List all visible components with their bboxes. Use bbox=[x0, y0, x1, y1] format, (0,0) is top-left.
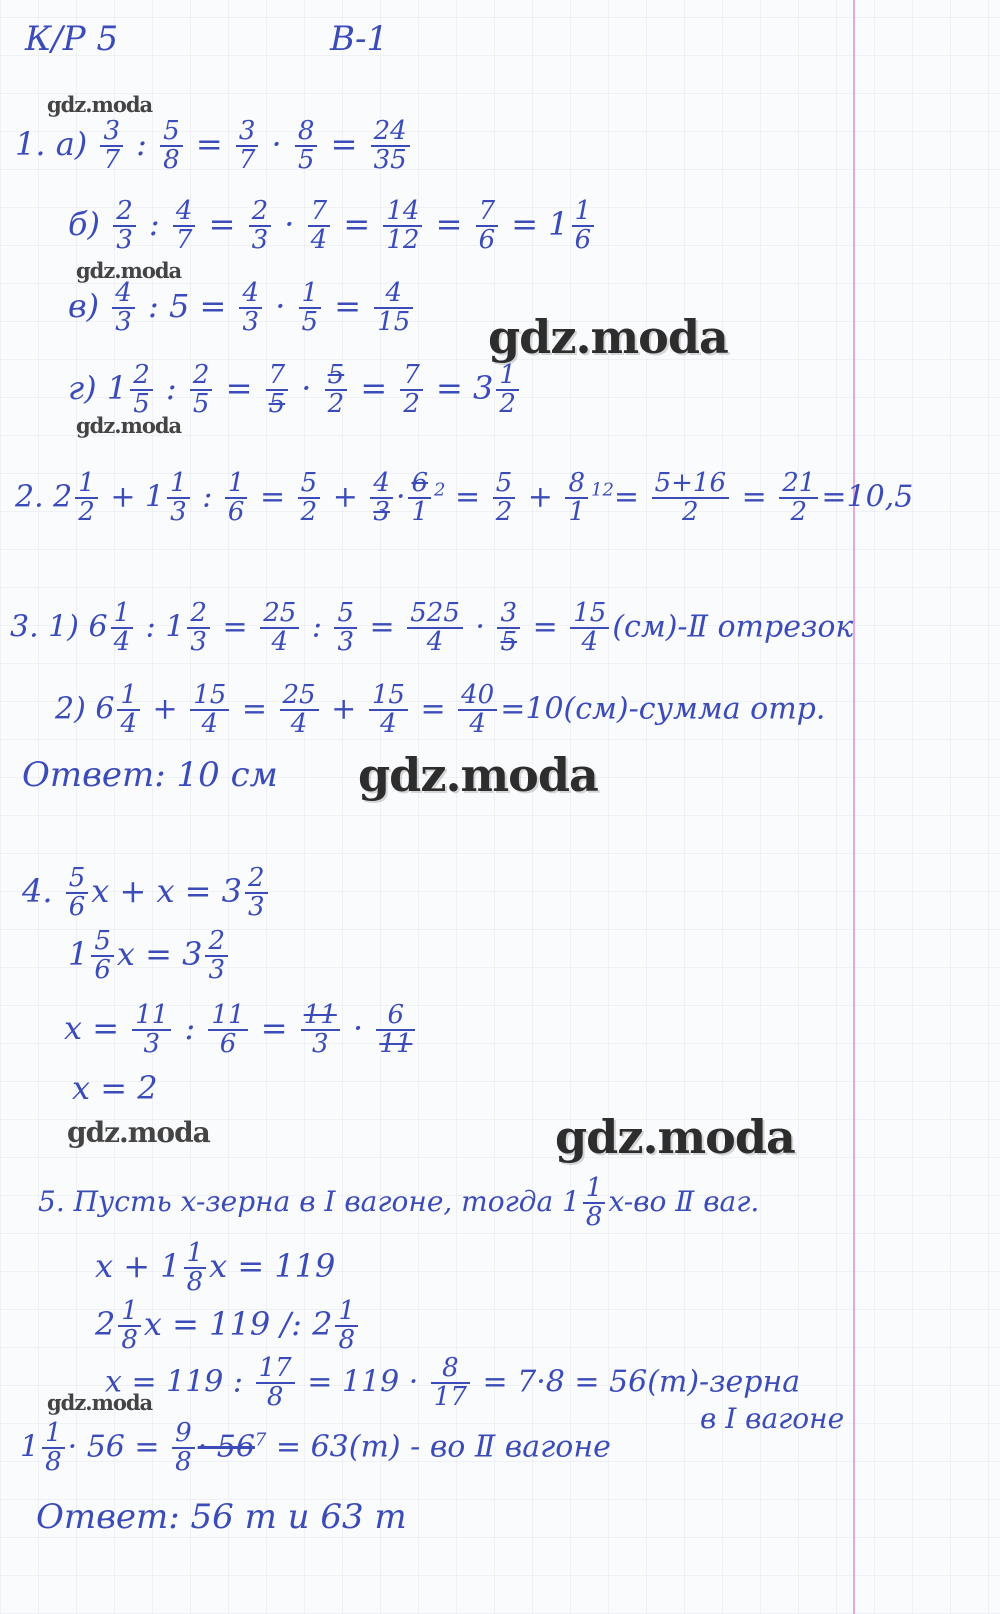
mixed-whole: 1 bbox=[68, 934, 89, 973]
mixed-whole: 3 bbox=[473, 368, 494, 407]
mixed-whole: 2 bbox=[53, 479, 73, 515]
fraction: $\frac{11}{3}$ bbox=[301, 1002, 340, 1059]
task5-line5 bbox=[20, 1420, 611, 1477]
mixed-whole: 6 bbox=[95, 691, 115, 727]
fraction: $\frac{7}{6}$ bbox=[476, 198, 499, 255]
mixed-whole: 1 bbox=[165, 609, 185, 645]
fraction: $\frac{1}{4}$ bbox=[117, 682, 140, 739]
fraction: $\frac{7}{5}$ bbox=[266, 362, 289, 419]
fraction: $\frac{9}{8}$ bbox=[172, 1420, 195, 1477]
fraction: $\frac{1}{6}$ bbox=[572, 198, 595, 255]
fraction: $\frac{5}{2}$ bbox=[493, 470, 516, 527]
mixed-whole: 6 bbox=[88, 609, 108, 645]
task5-l2a: x + 1 bbox=[95, 1246, 181, 1285]
task4-line4: x = 2 bbox=[72, 1069, 158, 1107]
superscript: 12 bbox=[591, 479, 614, 501]
fraction: $\frac{2}{3}$ bbox=[187, 600, 210, 657]
task5-line1b: x-во Ⅱ ваг. bbox=[608, 1184, 760, 1218]
task5-l4c: = 7·8 = 56(т)-зерна bbox=[482, 1364, 801, 1400]
task1-b-label: б) bbox=[68, 204, 101, 243]
task4-line3: x = $\frac{11}{3}$ : $\frac{11}{6}$ = $\frac{11}{3}$ · $\frac{6}{11}$ bbox=[64, 1002, 418, 1059]
fraction: $\frac{11}{3}$ bbox=[132, 1002, 171, 1059]
fraction: $\frac{6}{1}$ bbox=[408, 470, 431, 527]
task5-l4a: x = 119 : bbox=[105, 1364, 244, 1400]
fraction: $\frac{24}{35}$ bbox=[371, 118, 410, 175]
task4-l1b: x + x = 3 bbox=[91, 871, 243, 910]
task5-l3a: 2 bbox=[95, 1304, 116, 1343]
fraction: $\frac{2}{3}$ bbox=[205, 928, 228, 985]
task1-a-label: 1. а) bbox=[15, 124, 88, 163]
fraction: $\frac{4}{7}$ bbox=[173, 198, 196, 255]
fraction: $\frac{2}{3}$ bbox=[245, 865, 268, 922]
fraction: $\frac{2}{5}$ bbox=[190, 362, 213, 419]
fraction: $\frac{5}{2}$ bbox=[298, 470, 321, 527]
watermark: gdz.moda bbox=[47, 1390, 153, 1415]
task2-result: =10,5 bbox=[821, 479, 914, 515]
watermark: gdz.moda bbox=[555, 1110, 795, 1164]
task4-l3a: x = bbox=[64, 1008, 120, 1047]
fraction: $\frac{40}{4}$ bbox=[458, 682, 497, 739]
task5-l2b: x = 119 bbox=[209, 1246, 336, 1285]
fraction: $\frac{7}{2}$ bbox=[400, 362, 423, 419]
task5-line1 bbox=[38, 1175, 759, 1232]
task3-line2: 2) 6 $\frac{1}{4}$ + $\frac{15}{4}$ = $\frac{25}{4}$ + $\frac{15}{4}$ = $\frac{40}{4}$ =10(см)-сумма отр. bbox=[55, 680, 826, 740]
task1-g-line: г) 1 $\frac{2}{5}$ : $\frac{2}{5}$ = $\frac{7}{5}$ · $\frac{5}{2}$ = $\frac{7}{2}$ = 3 $\frac{1}{2}$ bbox=[68, 362, 522, 419]
task5-line2 bbox=[95, 1240, 335, 1297]
fraction: $\frac{21}{2}$ bbox=[779, 470, 818, 527]
fraction: $\frac{1}{4}$ bbox=[111, 600, 134, 657]
margin-line bbox=[853, 0, 855, 1614]
task4-label: 4. bbox=[22, 871, 53, 910]
task5-line4-continuation: в Ⅰ вагоне bbox=[700, 1402, 845, 1435]
mixed-whole: 1 bbox=[145, 479, 165, 515]
fraction: $\frac{11}{6}$ bbox=[208, 1002, 247, 1059]
header-left: К/Р 5 bbox=[25, 19, 119, 59]
fraction: $\frac{8}{1}$ bbox=[565, 470, 588, 527]
fraction: $\frac{1}{5}$ bbox=[299, 280, 322, 337]
task1-v-label: в) bbox=[68, 286, 100, 325]
fraction: $\frac{4}{3}$ bbox=[112, 280, 135, 337]
integer: 5 bbox=[168, 286, 190, 325]
fraction: $\frac{8}{5}$ bbox=[295, 118, 318, 175]
task3-label: 3. 1) bbox=[10, 609, 79, 645]
fraction: $\frac{17}{8}$ bbox=[256, 1355, 295, 1412]
task3-line1: 3. 1) 6 $\frac{1}{4}$ : 1 $\frac{2}{3}$ = $\frac{25}{4}$ : $\frac{5}{3}$ = $\frac{525}{4}$ · $\frac{3}{5}$ = $\frac{15}{4}$ (см)-Ⅱ отрезок bbox=[10, 598, 854, 658]
fraction: $\frac{1}{8}$ bbox=[42, 1420, 65, 1477]
task5-l3b: x = 119 /: 2 bbox=[143, 1304, 333, 1343]
fraction: $\frac{3}{7}$ bbox=[100, 118, 123, 175]
fraction: $\frac{8}{17}$ bbox=[431, 1355, 470, 1412]
fraction: $\frac{6}{11}$ bbox=[376, 1002, 415, 1059]
task5-answer: Ответ: 56 т и 63 т bbox=[36, 1497, 407, 1537]
fraction: $\frac{7}{4}$ bbox=[308, 198, 331, 255]
fraction: $\frac{1}{3}$ bbox=[167, 470, 190, 527]
fraction: $\frac{5}{2}$ bbox=[325, 362, 348, 419]
task3-tail2: =10(см)-сумма отр. bbox=[500, 691, 826, 727]
task4-l2b: x = 3 bbox=[116, 934, 203, 973]
fraction: $\frac{1}{8}$ bbox=[335, 1298, 358, 1355]
task3-tail1: (см)-Ⅱ отрезок bbox=[612, 609, 854, 645]
task4-line1 bbox=[22, 865, 271, 922]
fraction: $\frac{4}{3}$ bbox=[239, 280, 262, 337]
task2-label: 2. bbox=[15, 479, 44, 515]
fraction: $\frac{4}{15}$ bbox=[374, 280, 413, 337]
fraction: $\frac{15}{4}$ bbox=[570, 600, 609, 657]
fraction: $\frac{25}{4}$ bbox=[260, 600, 299, 657]
task5-l5c: · 56 bbox=[197, 1429, 255, 1465]
fraction: $\frac{14}{12}$ bbox=[383, 198, 422, 255]
mixed-whole: 1 bbox=[548, 204, 569, 243]
fraction: $\frac{3}{7}$ bbox=[236, 118, 259, 175]
fraction: $\frac{1}{8}$ bbox=[583, 1175, 606, 1232]
fraction: $\frac{5}{3}$ bbox=[334, 600, 357, 657]
fraction: $\frac{2}{3}$ bbox=[113, 198, 136, 255]
fraction: $\frac{1}{6}$ bbox=[225, 470, 248, 527]
fraction: $\frac{25}{4}$ bbox=[280, 682, 319, 739]
task5-l5d: = 63(т) - во Ⅱ вагоне bbox=[275, 1429, 611, 1465]
task5-l5b: · 56 = bbox=[67, 1429, 160, 1465]
fraction: $\frac{1}{2}$ bbox=[496, 362, 519, 419]
task1-v-line: в) $\frac{4}{3}$ : 5 = $\frac{4}{3}$ · $\frac{1}{5}$ = $\frac{4}{15}$ bbox=[68, 280, 416, 337]
task1-b-line: б) $\frac{2}{3}$ : $\frac{4}{7}$ = $\frac{2}{3}$ · $\frac{7}{4}$ = $\frac{14}{12}$ = $\frac{7}{6}$ = 1 $\frac{1}{6}$ bbox=[68, 198, 597, 255]
task5-l4b: = 119 · bbox=[307, 1364, 419, 1400]
fraction: $\frac{5}{8}$ bbox=[160, 118, 183, 175]
fraction: $\frac{2}{3}$ bbox=[249, 198, 272, 255]
mixed-whole: 1 bbox=[20, 1429, 40, 1465]
fraction: $\frac{3}{5}$ bbox=[497, 600, 520, 657]
watermark: gdz.moda bbox=[76, 413, 182, 438]
fraction: $\frac{2}{5}$ bbox=[130, 362, 153, 419]
task3-answer: Ответ: 10 см bbox=[22, 755, 278, 795]
superscript: 7 bbox=[254, 1429, 267, 1451]
task1-a-line: 1. а) $\frac{3}{7}$ : $\frac{5}{8}$ = $\frac{3}{7}$ · $\frac{8}{5}$ = $\frac{24}{35}$ bbox=[15, 118, 413, 175]
task5-line3 bbox=[95, 1298, 361, 1355]
mixed-whole: 1 bbox=[106, 368, 128, 407]
watermark: gdz.moda bbox=[488, 310, 728, 364]
watermark: gdz.moda bbox=[76, 258, 182, 283]
fraction: $\frac{15}{4}$ bbox=[190, 682, 229, 739]
task2-line: 2. 2 $\frac{1}{2}$ + 1 $\frac{1}{3}$ : $\frac{1}{6}$ = $\frac{5}{2}$ + $\frac{4}{3}$ · $\frac{6}{1}$ $^2$ = $\frac{5}{2}$ + $\frac{8}{1}$ $^{12}$= $\frac{5+16}{2}$ = $\frac{21}{2}$ =10,5 bbox=[15, 468, 914, 528]
fraction: $\frac{1}{2}$ bbox=[75, 470, 98, 527]
task5-line4 bbox=[105, 1355, 800, 1412]
watermark: gdz.moda bbox=[67, 1116, 210, 1149]
header-right: В-1 bbox=[330, 19, 389, 59]
fraction: $\frac{5}{6}$ bbox=[66, 865, 89, 922]
fraction: $\frac{5}{6}$ bbox=[91, 928, 114, 985]
watermark: gdz.moda bbox=[47, 92, 153, 117]
task3-label2: 2) bbox=[55, 691, 86, 727]
fraction: $\frac{15}{4}$ bbox=[369, 682, 408, 739]
superscript: 2 bbox=[434, 479, 446, 501]
fraction: $\frac{1}{8}$ bbox=[184, 1240, 207, 1297]
watermark: gdz.moda bbox=[358, 748, 598, 802]
fraction: $\frac{1}{8}$ bbox=[118, 1298, 141, 1355]
task4-line2 bbox=[68, 928, 231, 985]
fraction: $\frac{525}{4}$ bbox=[407, 600, 463, 657]
task5-line1-text: 5. Пусть x-зерна в Ⅰ вагоне, тогда 1 bbox=[38, 1184, 580, 1218]
task1-g-label: г) bbox=[68, 368, 97, 407]
fraction: $\frac{5+16}{2}$ bbox=[652, 470, 729, 527]
fraction: $\frac{4}{3}$ bbox=[370, 470, 393, 527]
